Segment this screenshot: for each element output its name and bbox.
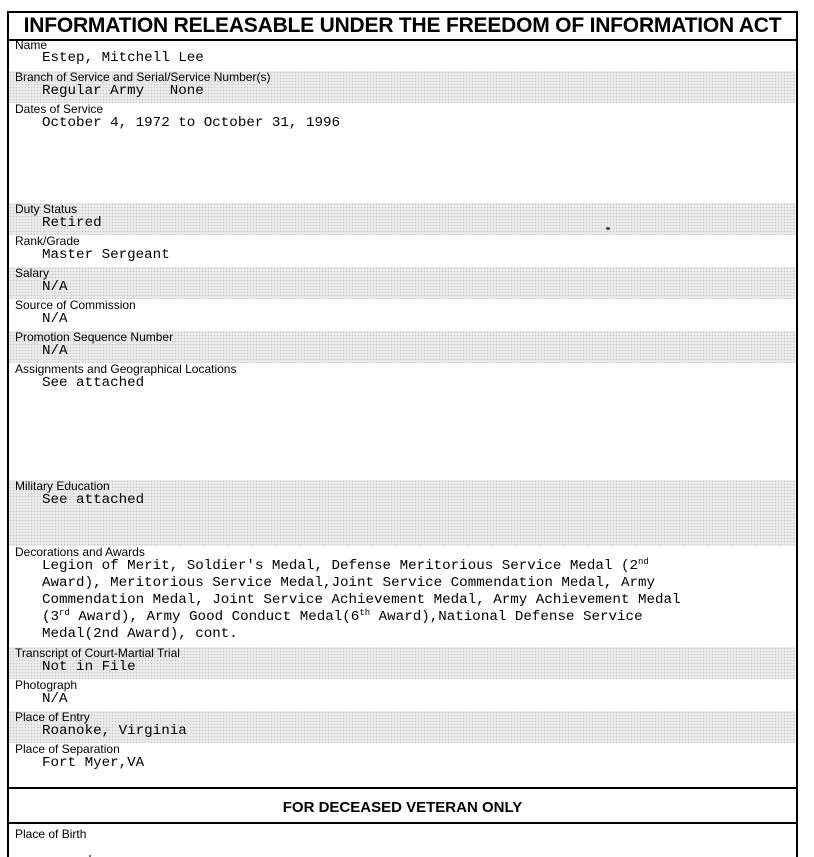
dates-value: October 4, 1972 to October 31, 1996 — [42, 115, 340, 131]
education-label: Military Education — [15, 479, 110, 493]
field-court-martial — [9, 647, 796, 679]
name-value: Estep, Mitchell Lee — [42, 50, 204, 66]
rank-label: Rank/Grade — [15, 234, 80, 248]
scan-speck — [606, 227, 610, 230]
duty-status-value: Retired — [42, 215, 102, 231]
field-education — [9, 480, 796, 546]
field-place-separation — [9, 743, 796, 787]
decorations-line: Legion of Merit, Soldier's Medal, Defense Meritorious Service Medal (2nd — [42, 557, 649, 574]
decorations-line: Award), Meritorious Service Medal,Joint Service Commendation Medal, Army — [42, 575, 655, 591]
decorations-line: (3rd Award), Army Good Conduct Medal(6th Award),National Defense Service — [42, 608, 643, 625]
promotion-value: N/A — [42, 343, 68, 359]
branch-value: Regular Army None — [42, 83, 204, 99]
photograph-value: N/A — [42, 691, 68, 707]
foia-release-form — [7, 11, 798, 857]
assignments-value: See attached — [42, 375, 145, 391]
form-title: INFORMATION RELEASABLE UNDER THE FREEDOM OF INFORMATION ACT — [9, 13, 796, 41]
place-entry-value: Roanoke, Virginia — [42, 723, 187, 739]
field-assignments — [9, 363, 796, 480]
court-martial-value: Not in File — [42, 659, 136, 675]
salary-value: N/A — [42, 279, 68, 295]
field-commission — [9, 299, 796, 331]
field-place-entry — [9, 711, 796, 743]
field-decorations — [9, 546, 796, 647]
deceased-section-title: FOR DECEASED VETERAN ONLY — [282, 799, 523, 816]
field-dates — [9, 103, 796, 203]
place-entry-label: Place of Entry — [15, 710, 90, 724]
field-salary — [9, 267, 796, 299]
rank-value: Master Sergeant — [42, 247, 170, 263]
promotion-label: Promotion Sequence Number — [15, 330, 174, 344]
field-rank — [9, 235, 796, 267]
field-place-of-birth — [9, 824, 796, 857]
decorations-line: Medal(2nd Award), cont. — [42, 626, 238, 642]
branch-label: Branch of Service and Serial/Service Number(s) — [15, 70, 271, 84]
field-duty-status — [9, 203, 796, 235]
name-label: Name — [15, 38, 48, 52]
section-divider — [9, 787, 796, 789]
place-of-birth-label: Place of Birth — [15, 827, 87, 841]
place-separation-value: Fort Myer,VA — [42, 755, 145, 771]
court-martial-label: Transcript of Court-Martial Trial — [15, 646, 180, 660]
salary-label: Salary — [15, 266, 50, 280]
field-name — [9, 39, 796, 71]
dates-label: Dates of Service — [15, 102, 104, 116]
education-value: See attached — [42, 492, 145, 508]
field-photograph — [9, 679, 796, 711]
field-promotion — [9, 331, 796, 363]
assignments-label: Assignments and Geographical Locations — [15, 362, 237, 376]
photograph-label: Photograph — [15, 678, 78, 692]
decorations-text — [42, 558, 777, 643]
place-separation-label: Place of Separation — [15, 742, 120, 756]
decorations-line: Commendation Medal, Joint Service Achievement Medal, Army Achievement Medal — [42, 592, 681, 608]
duty-status-label: Duty Status — [15, 202, 78, 216]
commission-label: Source of Commission — [15, 298, 136, 312]
commission-value: N/A — [42, 311, 68, 327]
decorations-label: Decorations and Awards — [15, 545, 145, 559]
field-branch — [9, 71, 796, 103]
